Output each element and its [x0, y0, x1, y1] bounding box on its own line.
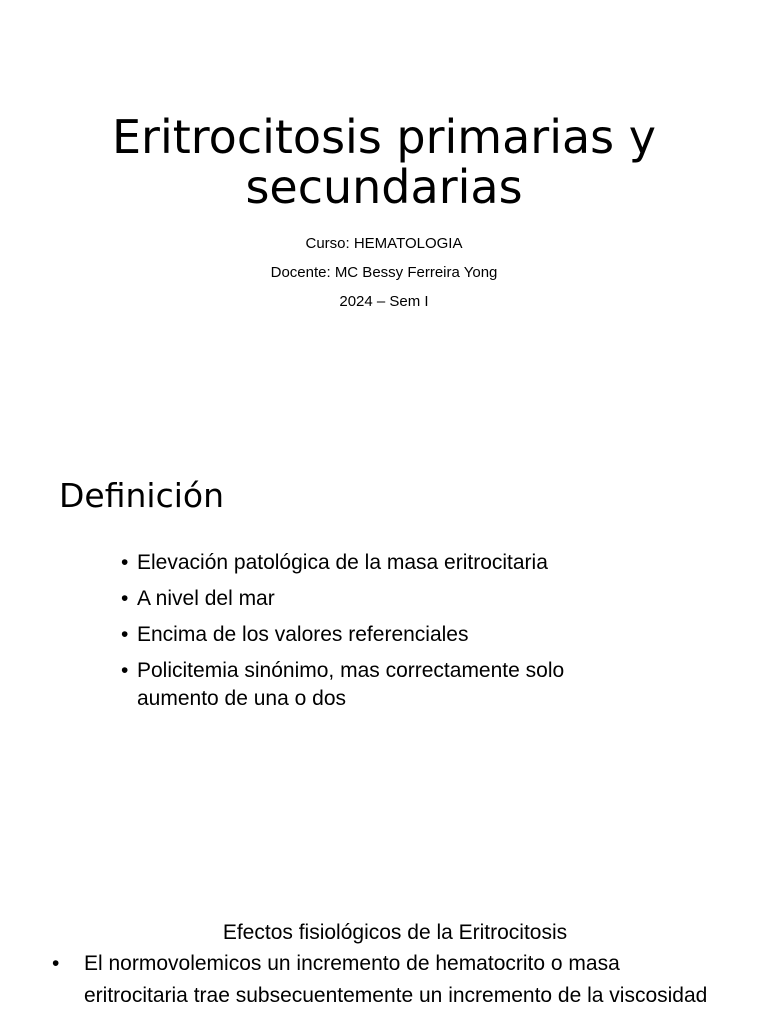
definition-list [121, 549, 621, 721]
effects-heading: Efectos fisiológicos de la Eritrocitosis [222, 921, 568, 944]
list-item [121, 621, 621, 649]
definition-heading: Definición [59, 476, 224, 515]
list-item-text: Encima de los valores referenciales [137, 623, 469, 646]
slide-title: Eritrocitosis primarias y secundarias [111, 110, 656, 214]
list-item-text: El normovolemicos un incremento de hematocrito o masa eritrocitaria trae subsecuentemente un incremento de la viscosidad [84, 952, 708, 1007]
list-item [121, 585, 621, 613]
list-item-text: A nivel del mar [137, 587, 275, 610]
list-item [121, 657, 621, 713]
list-item-text: Policitemia sinónimo, mas correctamente solo aumento de una o dos [137, 659, 565, 710]
bullet-icon: • [52, 952, 60, 975]
bullet-icon: • [121, 623, 129, 646]
teacher-label: Docente: MC Bessy Ferreira Yong [270, 264, 498, 281]
course-label: Curso: HEMATOLOGIA [305, 235, 463, 252]
bullet-icon: • [121, 587, 129, 610]
bullet-icon: • [121, 659, 129, 682]
list-item [121, 549, 621, 577]
subtitle-block [0, 229, 768, 316]
bullet-icon: • [121, 551, 129, 574]
list-item [52, 948, 712, 1012]
list-item-text: Elevación patológica de la masa eritrocitaria [137, 551, 548, 574]
term-label: 2024 – Sem I [339, 293, 429, 310]
effects-list [52, 948, 712, 1012]
